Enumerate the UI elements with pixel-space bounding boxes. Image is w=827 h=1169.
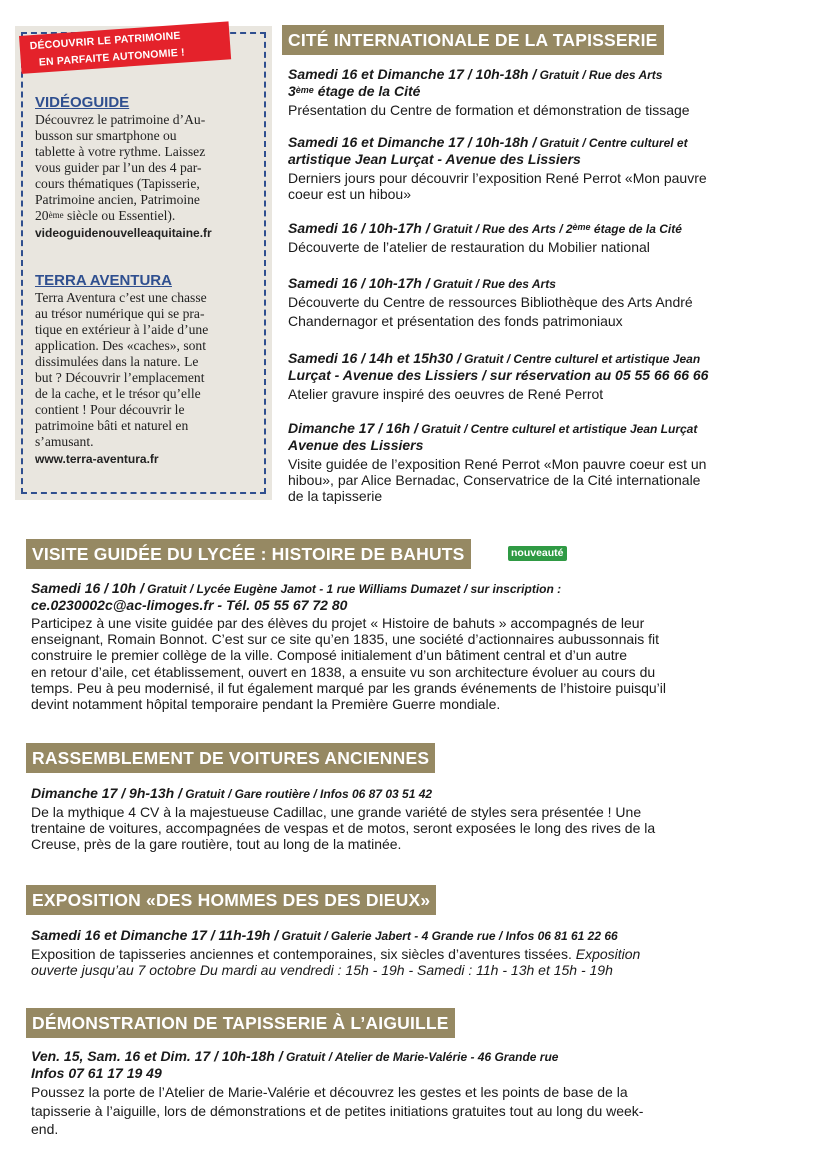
terra-line: au trésor numérique qui se pra-: [35, 306, 205, 321]
event-desc: Participez à une visite guidée par des élèves du projet « Histoire de bahuts » accompagnés de leur enseignant, Romain Bonnot. C’est sur ce site qu’en 1835, une société d’actionnaires aubussonnais fit construire le premier collège de la ville. Composé initialement d’un bâtiment central et d’un autre en retour d’aile, cet établissement, ouvert en 1838, a ensuite vu son architecture évoluer au cours du temps. Peu à peu modernisé, il fut également marqué par les grands événements de l’histoire puisqu’il devint notamment hôpital temporaire pendant la Première Guerre mondiale.: [31, 615, 667, 713]
videoguide-line: vous guider par l’un des 4 par-: [35, 160, 202, 175]
event-when-2: artistique Jean Lurçat - Avenue des Lissiers: [288, 151, 581, 167]
terra-line: but ? Découvrir l’emplacement: [35, 370, 205, 385]
terra-line: tique en extérieur à l’aide d’une: [35, 322, 209, 337]
event-when: Samedi 16 / 10h / Gratuit / Lycée Eugène Jamot - 1 rue Williams Dumazet / sur inscription :: [31, 580, 562, 596]
voitures-event: [31, 785, 811, 853]
event-when-2: ce.0230002c@ac-limoges.fr - Tél. 05 55 67 72 80: [31, 597, 348, 613]
event-desc: De la mythique 4 CV à la majestueuse Cadillac, une grande variété de styles sera présentée ! Une trentaine de voitures, accompagnées de vespas et de motos, seront exposées le long des rives de la Creuse, près de la gare routière, tout au long de la matinée.: [31, 804, 656, 853]
event-when-2: Avenue des Lissiers: [288, 437, 424, 453]
event-when-2: Infos 07 61 17 19 49: [31, 1065, 162, 1081]
event-desc: Découverte de l’atelier de restauration du Mobilier national: [288, 239, 650, 255]
event-when: Dimanche 17 / 9h-13h / Gratuit / Gare routière / Infos 06 87 03 51 42: [31, 785, 433, 801]
terra-link[interactable]: www.terra-aventura.fr: [35, 452, 159, 466]
aiguille-header: DÉMONSTRATION DE TAPISSERIE À L’AIGUILLE: [26, 1008, 455, 1038]
terra-line: dissimulées dans la nature. Le: [35, 354, 199, 369]
videoguide-line: 20ème siècle ou Essentiel).: [35, 208, 176, 223]
event-desc: Exposition de tapisseries anciennes et contemporaines, six siècles d’aventures tissées. Exposition ouverte jusqu’au 7 octobre Du mardi au vendredi : 15h - 19h - Samedi : 11h - 13h et 15h - 19h: [31, 946, 641, 979]
event-when: Dimanche 17 / 16h / Gratuit / Centre culturel et artistique Jean Lurçat: [288, 420, 698, 436]
event-when: Samedi 16 / 10h-17h / Gratuit / Rue des Arts / 2ème étage de la Cité: [288, 220, 682, 236]
terra-text: [35, 290, 255, 450]
terra-section: [35, 272, 255, 468]
lycee-event: [31, 580, 811, 712]
videoguide-line: tablette à votre rythme. Laissez: [35, 144, 206, 159]
new-badge: nouveauté: [508, 546, 567, 561]
cite-event-5: [288, 350, 708, 402]
cite-header: CITÉ INTERNATIONALE DE LA TAPISSERIE: [282, 25, 664, 55]
event-desc: Derniers jours pour découvrir l’exposition René Perrot «Mon pauvre coeur est un hibou»: [288, 170, 707, 203]
aiguille-event: [31, 1048, 811, 1139]
ribbon-line-1: DÉCOUVRIR LE PATRIMOINE: [29, 29, 182, 53]
videoguide-title[interactable]: VIDÉOGUIDE: [35, 94, 130, 111]
videoguide-link[interactable]: videoguidenouvelleaquitaine.fr: [35, 226, 212, 240]
terra-line: de la cache, et le trésor qu’elle: [35, 386, 201, 401]
event-desc: Présentation du Centre de formation et démonstration de tissage: [288, 102, 690, 118]
videoguide-line: busson sur smartphone ou: [35, 128, 177, 143]
cite-event-3: [288, 220, 682, 255]
event-when: Samedi 16 / 10h-17h / Gratuit / Rue des Arts: [288, 275, 556, 291]
event-when: Samedi 16 / 14h et 15h30 / Gratuit / Centre culturel et artistique Jean: [288, 350, 701, 366]
cite-event-4: [288, 275, 693, 330]
event-when: Samedi 16 et Dimanche 17 / 10h-18h / Gratuit / Centre culturel et: [288, 134, 688, 150]
ribbon-line-2: EN PARFAITE AUTONOMIE !: [38, 46, 186, 69]
terra-title[interactable]: TERRA AVENTURA: [35, 272, 172, 289]
videoguide-section: [35, 94, 255, 242]
event-when-2: Lurçat - Avenue des Lissiers / sur réservation au 05 55 66 66 66: [288, 367, 709, 383]
terra-line: Terra Aventura c’est une chasse: [35, 290, 207, 305]
event-when: Samedi 16 et Dimanche 17 / 11h-19h / Gratuit / Galerie Jabert - 4 Grande rue / Infos 06 81 61 22 66: [31, 927, 618, 943]
videoguide-text: [35, 112, 255, 224]
event-when: Ven. 15, Sam. 16 et Dim. 17 / 10h-18h / Gratuit / Atelier de Marie-Valérie - 46 Grande rue: [31, 1048, 559, 1064]
videoguide-line: Patrimoine ancien, Patrimoine: [35, 192, 200, 207]
terra-line: application. Des «caches», sont: [35, 338, 207, 353]
event-when: Samedi 16 et Dimanche 17 / 10h-18h / Gratuit / Rue des Arts: [288, 66, 663, 82]
expo-header: EXPOSITION «DES HOMMES DES DES DIEUX»: [26, 885, 436, 915]
event-when-2: 3ème étage de la Cité: [288, 83, 421, 99]
event-desc: Poussez la porte de l’Atelier de Marie-Valérie et découvrez les gestes et les points de base de la tapisserie à l’aiguille, lors de démonstrations et de petites initiations gratuites tout au long du week- end.: [31, 1084, 644, 1137]
event-desc: Atelier gravure inspiré des oeuvres de René Perrot: [288, 386, 604, 402]
terra-line: s’amusant.: [35, 434, 94, 449]
videoguide-line: cours thématiques (Tapisserie,: [35, 176, 200, 191]
terra-line: patrimoine bâti et naturel en: [35, 418, 189, 433]
lycee-header: VISITE GUIDÉE DU LYCÉE : HISTOIRE DE BAHUTS: [26, 539, 471, 569]
event-desc: Découverte du Centre de ressources Bibliothèque des Arts André Chandernagor et présentation des fonds patrimoniaux: [288, 294, 693, 329]
event-desc: Visite guidée de l’exposition René Perrot «Mon pauvre coeur est un hibou», par Alice Bernadac, Conservatrice de la Cité internationale de la tapisserie: [288, 456, 707, 505]
videoguide-line: Découvrez le patrimoine d’Au-: [35, 112, 206, 127]
voitures-header: RASSEMBLEMENT DE VOITURES ANCIENNES: [26, 743, 435, 773]
expo-event: [31, 927, 811, 978]
cite-event-6: [288, 420, 706, 505]
terra-line: contient ! Pour découvrir le: [35, 402, 185, 417]
sidebar-box: [15, 26, 272, 500]
cite-event-1: [288, 66, 690, 118]
cite-event-2: [288, 134, 707, 202]
